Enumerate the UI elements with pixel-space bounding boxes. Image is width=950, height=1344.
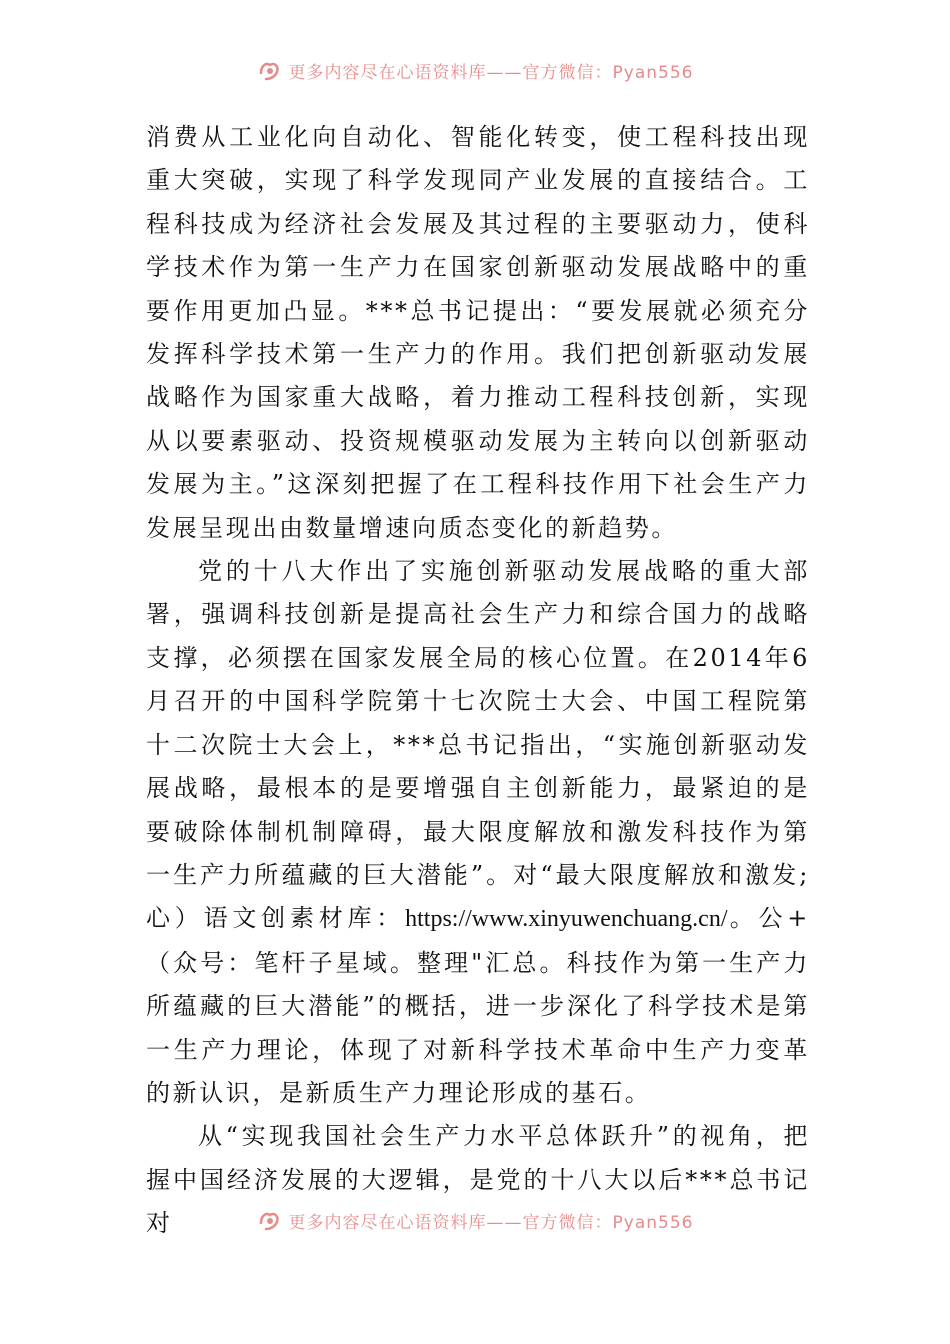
source-url: https://www.xinyuwenchuang.cn/ [405, 906, 728, 933]
paragraph-2-text-before: 党的十八大作出了实施创新驱动发展战略的重大部署，强调科技创新是提高社会生产力和综合国力的战略支撑，必须摆在国家发展全局的核心位置。在2014年6月召开的中国科学院第十七次院士大会、中国工程院第十二次院士大会上，***总书记指出，“实施创新驱动发展战略，最根本的是要增强自主创新能力，最紧迫的是要破除体制机制障碍，最大限度解放和激发科技作为第一生产力所蕴藏的巨大潜能”。对“最大限度解放和激发;心）语文创素材库： [146, 557, 810, 933]
paragraph-3: 从“实现我国社会生产力水平总体跃升”的视角，把握中国经济发展的大逻辑，是党的十八大以后***总书记对 [146, 1122, 810, 1238]
paragraph-2 [146, 550, 810, 1115]
watermark-text: 更多内容尽在心语资料库——官方微信：Pyan556 [288, 1212, 694, 1233]
logo-icon [257, 57, 283, 83]
logo-icon [257, 1207, 283, 1233]
watermark-text: 更多内容尽在心语资料库——官方微信：Pyan556 [288, 62, 694, 83]
footer-watermark [0, 1200, 950, 1240]
header-watermark [0, 50, 950, 90]
document-body [146, 116, 810, 1246]
paragraph-2-text-after: 。公+（众号：笔杆子星域。整理"汇总。科技作为第一生产力所蕴藏的巨大潜能”的概括，进一步深化了科学技术是第一生产力理论，体现了对新科学技术革命中生产力变革的新认识，是新质生产力理论形成的基石。 [146, 904, 810, 1107]
paragraph-1: 消费从工业化向自动化、智能化转变，使工程科技出现重大突破，实现了科学发现同产业发展的直接结合。工程科技成为经济社会发展及其过程的主要驱动力，使科学技术作为第一生产力在国家创新驱动发展战略中的重要作用更加凸显。***总书记提出：“要发展就必须充分发挥科学技术第一生产力的作用。我们把创新驱动发展战略作为国家重大战略，着力推动工程科技创新，实现从以要素驱动、投资规模驱动发展为主转向以创新驱动发展为主。”这深刻把握了在工程科技作用下社会生产力发展呈现出由数量增速向质态变化的新趋势。 [146, 123, 810, 542]
